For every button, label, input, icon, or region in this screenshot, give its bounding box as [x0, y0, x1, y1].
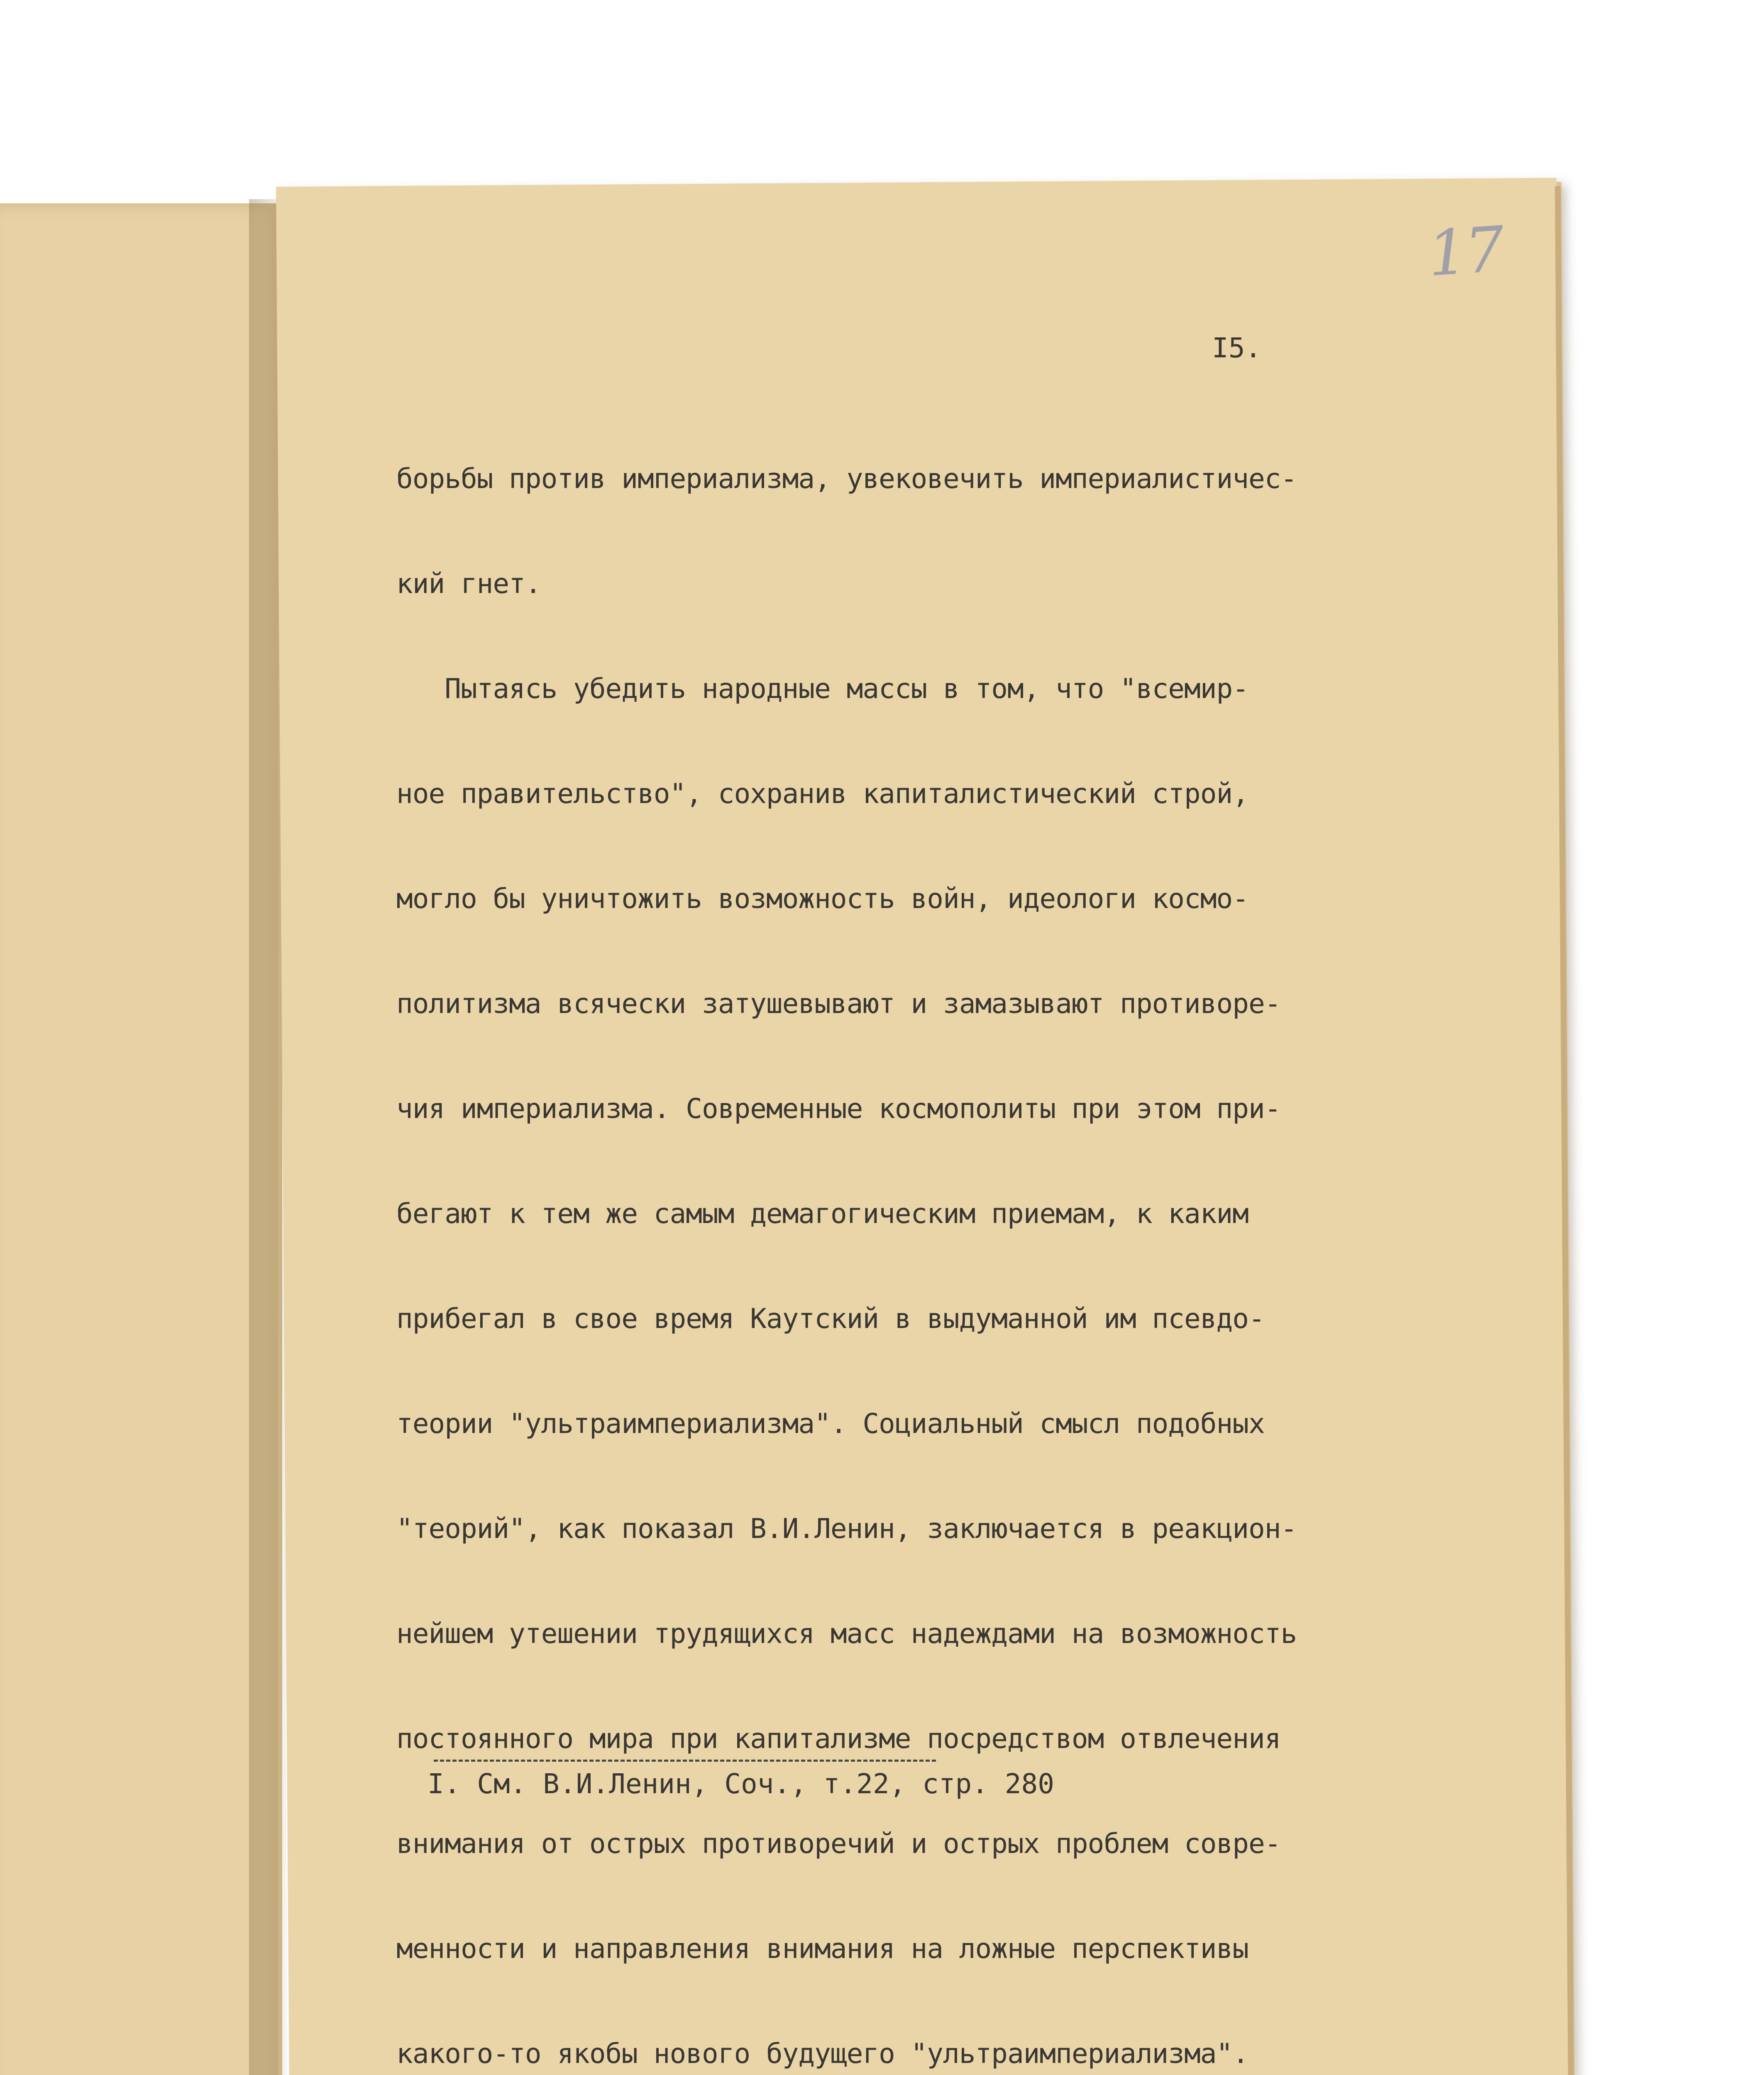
text-line: менности и направления внимания на ложные перспективы — [396, 1933, 1248, 1965]
text-line: какого-то якобы нового будущего "ультраимпериализма". — [396, 2038, 1248, 2070]
text-line: бегают к тем же самым демагогическим приемам, к каким — [396, 1198, 1248, 1230]
body-text — [396, 394, 1393, 2075]
left-page-sheet — [0, 203, 282, 2075]
page-edge — [1555, 186, 1574, 2075]
text-line: борьбы против империализма, увековечить империалистичес- — [396, 463, 1297, 495]
text-line: кий гнет. — [396, 568, 541, 600]
text-line: ное правительство", сохранив капиталистический строй, — [396, 778, 1248, 810]
text-line: теории "ультраимпериализма". Социальный смысл подобных — [396, 1408, 1265, 1440]
text-line: внимания от острых противоречий и острых проблем совре- — [396, 1828, 1281, 1860]
text-line: политизма всячески затушевывают и замазывают противоре- — [396, 988, 1281, 1020]
footnote-divider — [434, 1760, 936, 1762]
page-number: I5. — [1212, 332, 1262, 364]
archive-sheet-number: 17 — [1425, 213, 1505, 291]
text-line: постоянного мира при капитализме посредством отвлечения — [396, 1723, 1281, 1755]
text-line: чия империализма. Современные космополиты при этом при- — [396, 1093, 1281, 1125]
text-line: "теорий", как показал В.И.Ленин, заключается в реакцион- — [396, 1513, 1297, 1545]
text-line: могло бы уничтожить возможность войн, идеологи космо- — [396, 883, 1248, 915]
text-line: нейшем утешении трудящихся масс надеждами на возможность — [396, 1618, 1297, 1650]
text-line: Пытаясь убедить народные массы в том, что "всемир- — [396, 673, 1248, 705]
footnote: I. См. В.И.Ленин, Соч., т.22, стр. 280 — [428, 1768, 1054, 1800]
text-line: прибегал в свое время Каутский в выдуманной им псевдо- — [396, 1303, 1265, 1335]
